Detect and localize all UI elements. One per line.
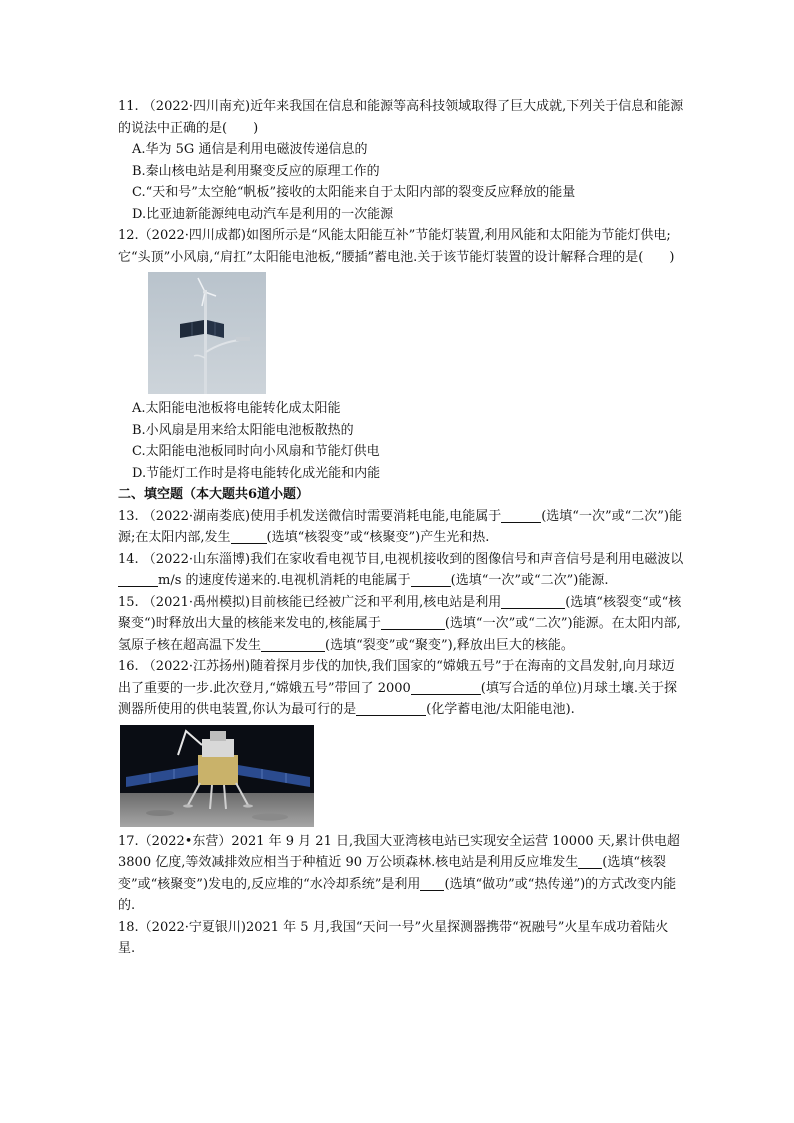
q14-text-1: 14. （2022·山东淄博)我们在家收看电视节目,电视机接收到的图像信号和声音信号是利用电磁波以 bbox=[118, 551, 684, 567]
q14-blank-1[interactable] bbox=[118, 572, 158, 587]
q13-blank-2[interactable] bbox=[231, 529, 267, 544]
q13-text-1: 13. （2022·湖南娄底)使用手机发送微信时需要消耗电能,电能属于 bbox=[118, 508, 502, 524]
q15-blank-3[interactable] bbox=[261, 637, 325, 652]
q17-blank-1[interactable] bbox=[578, 854, 602, 869]
question-15 bbox=[118, 592, 684, 657]
q15-blank-1[interactable] bbox=[501, 594, 565, 609]
q15-blank-2[interactable] bbox=[381, 615, 445, 630]
section-heading-fill-in: 二、填空题（本大题共6道小题） bbox=[118, 487, 310, 502]
q15-text-4: (选填“裂变”或“聚变”),释放出巨大的核能。 bbox=[325, 637, 574, 653]
q14-text-3: (选填“一次”或“二次”)能源. bbox=[450, 573, 609, 588]
q11-option-b: B.秦山核电站是利用聚变反应的原理工作的 bbox=[132, 163, 380, 179]
question-13 bbox=[118, 506, 684, 549]
q16-blank-2[interactable] bbox=[356, 701, 426, 716]
question-12-stem: 12.（2022·四川成都)如图所示是“风能太阳能互补”节能灯装置,利用风能和太阳能为节能灯供电;它“头顶”小风扇,“肩扛”太阳能电池板,“腰插”蓄电池.关于该节能灯装置的设计解释合理的是( ) bbox=[118, 228, 675, 265]
q12-option-b: B.小风扇是用来给太阳能电池板散热的 bbox=[132, 422, 354, 438]
q15-text-1: 15. （2021·禹州模拟)目前核能已经被广泛和平利用,核电站是利用 bbox=[118, 594, 502, 610]
question-16 bbox=[118, 656, 684, 721]
question-11-stem: 11. （2022·四川南充)近年来我国在信息和能源等高科技领域取得了巨大成就,下列关于信息和能源的说法中正确的是( ) bbox=[118, 99, 684, 136]
question-17 bbox=[118, 831, 684, 917]
wind-solar-street-lamp-image bbox=[148, 272, 266, 394]
q15-text-2: (选填“核裂变“或“核聚变“)时释放出大量的核能来发电的,核能属于 bbox=[118, 594, 682, 631]
q17-text-2: (选填“核裂变”或“核聚变”)发电的,反应堆的“水冷却系统”是利用 bbox=[118, 855, 667, 892]
question-14 bbox=[118, 549, 684, 592]
exam-page bbox=[118, 96, 684, 960]
q11-option-a: A.华为 5G 通信是利用电磁波传递信息的 bbox=[132, 142, 368, 157]
q17-text-3: (选填“做功”或“热传递”)的方式改变内能的. bbox=[118, 876, 677, 913]
q12-option-c: C.太阳能电池板同时向小风扇和节能灯供电 bbox=[132, 444, 380, 459]
q12-option-d: D.节能灯工作时是将电能转化成光能和内能 bbox=[132, 465, 381, 481]
q13-text-2: (选填“一次”或“二次”)能源;在太阳内部,发生 bbox=[118, 508, 682, 545]
q17-text-1: 17.（2022•东营）2021 年 9 月 21 日,我国大亚湾核电站已实现安全运营 10000 天,累计供电超 3800 亿度,等效减排效应相当于种植近 90 万公顷森林.核电站是利用反应堆发生 bbox=[118, 833, 680, 870]
q13-blank-1[interactable] bbox=[501, 508, 541, 523]
q12-option-a: A.太阳能电池板将电能转化成太阳能 bbox=[132, 401, 341, 416]
question-18-stem: 18.（2022·宁夏银川)2021 年 5 月,我国“天问一号”火星探测器携带“祝融号”火星车成功着陆火星. bbox=[118, 919, 669, 956]
q11-option-d: D.比亚迪新能源纯电动汽车是利用的一次能源 bbox=[132, 206, 394, 222]
q16-text-3: (化学蓄电池/太阳能电池). bbox=[426, 702, 575, 717]
q17-blank-2[interactable] bbox=[420, 876, 444, 891]
q16-blank-1[interactable] bbox=[411, 680, 481, 695]
q16-text-2: (填写合适的单位)月球土壤.关于探测器所使用的供电装置,你认为最可行的是 bbox=[118, 680, 678, 717]
q14-blank-2[interactable] bbox=[411, 572, 451, 587]
q11-option-c: C.“天和号”太空舱“帆板”接收的太阳能来自于太阳内部的裂变反应释放的能量 bbox=[132, 185, 576, 200]
q16-text-1: 16. （2022·江苏扬州)随着探月步伐的加快,我们国家的“嫦娥五号”于在海南的文昌发射,向月球迈出了重要的一步.此次登月,“嫦娥五号”带回了 2000 bbox=[118, 659, 675, 696]
q14-text-2: m/s 的速度传递来的.电视机消耗的电能属于 bbox=[158, 573, 411, 588]
lunar-lander-image bbox=[120, 725, 314, 827]
q13-text-3: (选填“核裂变”或“核聚变”)产生光和热. bbox=[266, 530, 490, 545]
q15-text-3: (选填“一次”或“二次”)能源。在太阳内部,氢原子核在超高温下发生 bbox=[118, 616, 681, 653]
